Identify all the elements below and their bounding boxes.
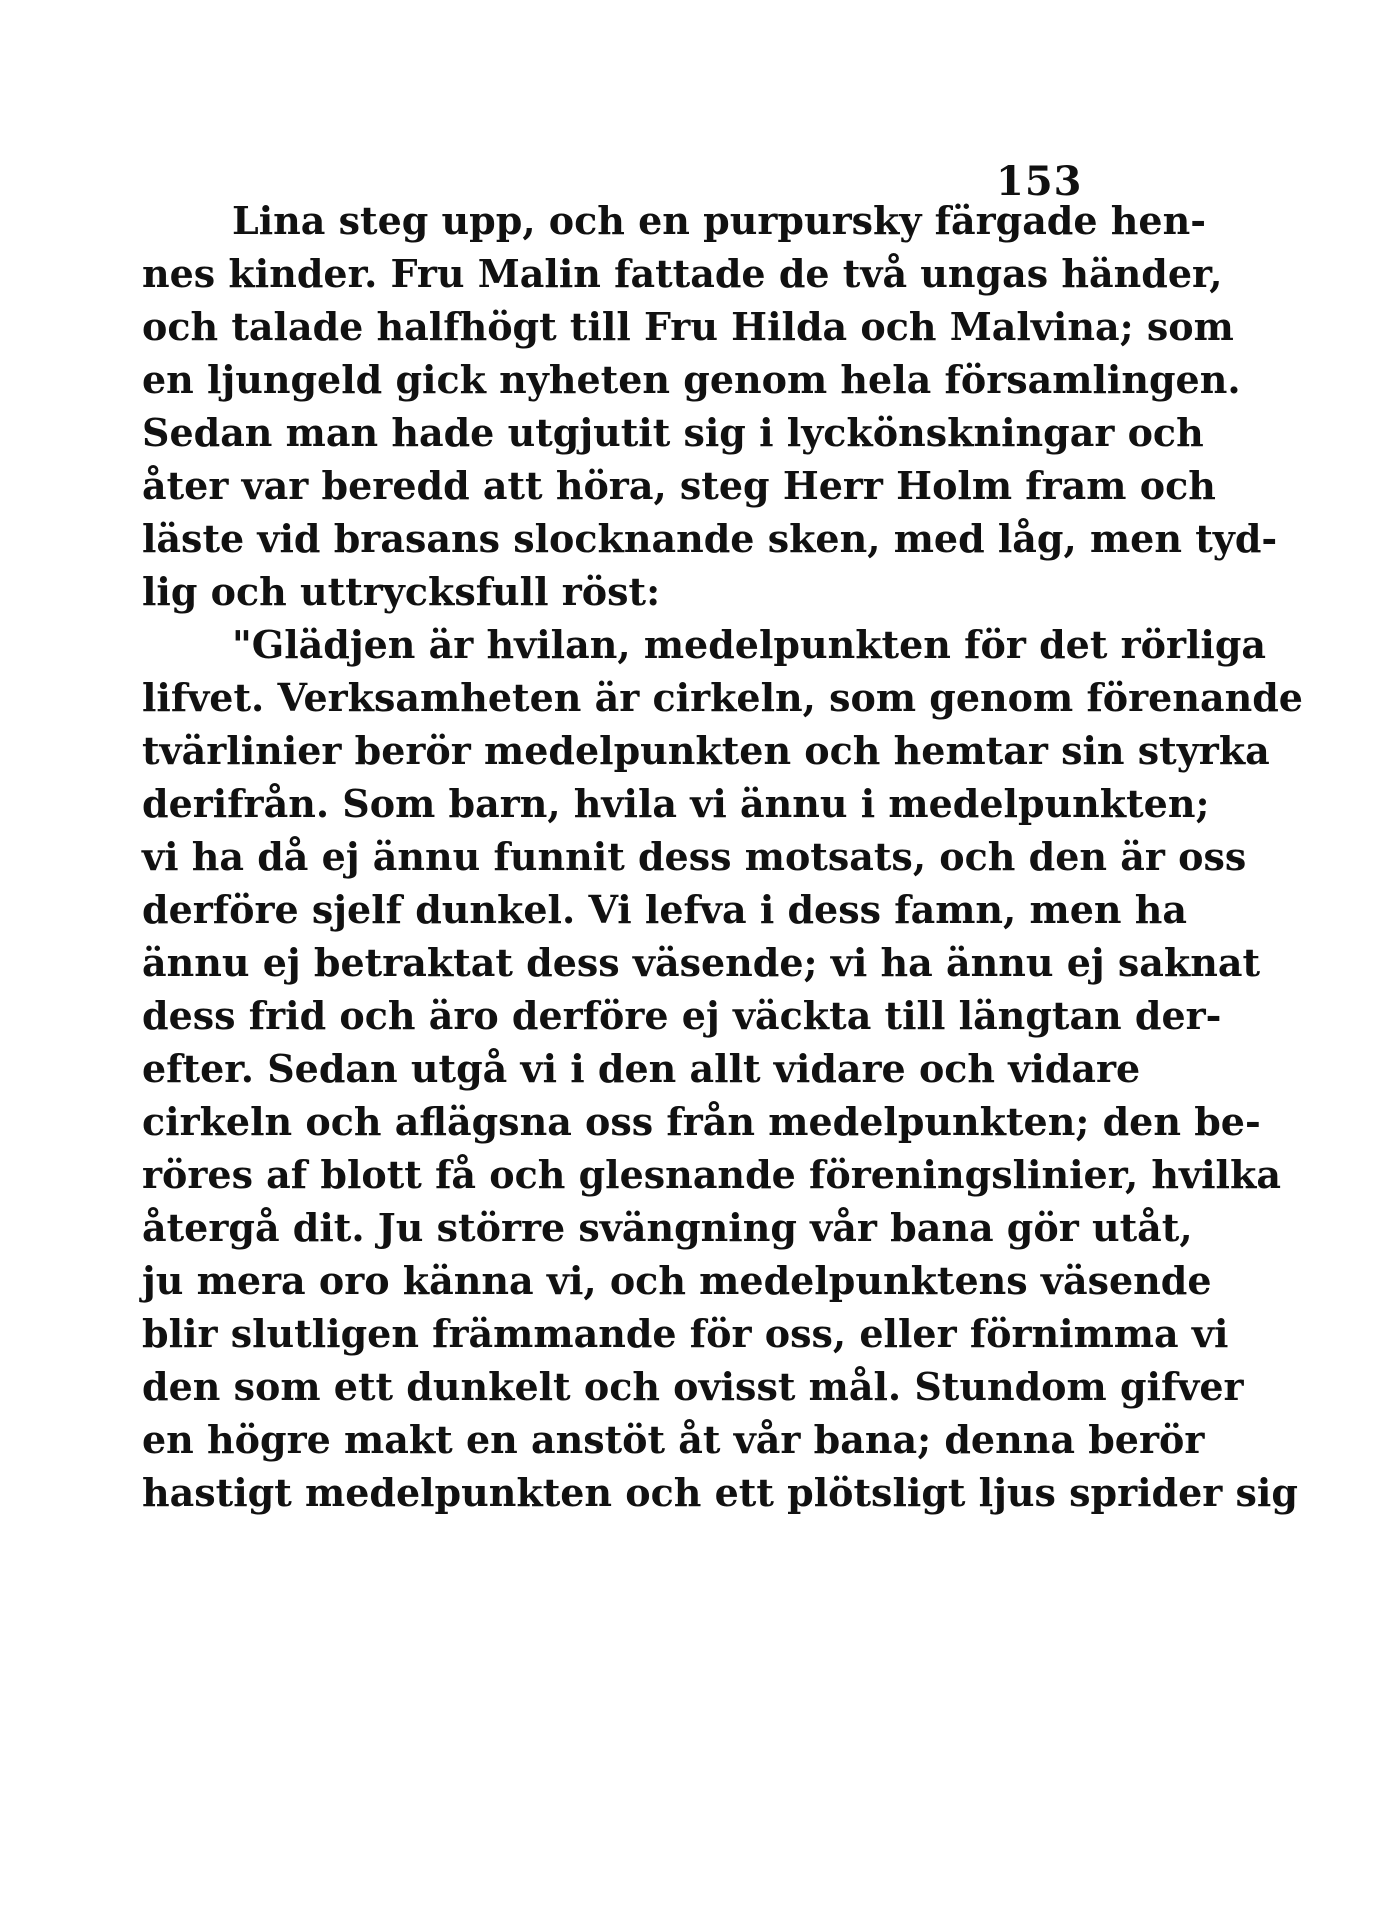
text-line: derifrån. Som barn, hvila vi ännu i medelpunkten; [142, 781, 1210, 826]
text-line: åter var beredd att höra, steg Herr Holm fram och [142, 463, 1216, 508]
text-line: vi ha då ej ännu funnit dess motsats, och den är oss [142, 834, 1247, 879]
text-line: Sedan man hade utgjutit sig i lyckönskningar och [142, 410, 1204, 455]
text-line: nes kinder. Fru Malin fattade de två ungas händer, [142, 251, 1223, 296]
page-number: 153 [996, 158, 1083, 205]
text-line: och talade halfhögt till Fru Hilda och Malvina; som [142, 304, 1234, 349]
text-line: "Glädjen är hvilan, medelpunkten för det rörliga [232, 622, 1267, 667]
text-line: ännu ej betraktat dess väsende; vi ha ännu ej saknat [142, 940, 1261, 985]
text-line: en ljungeld gick nyheten genom hela församlingen. [142, 357, 1241, 402]
text-line: lig och uttrycksfull röst: [142, 569, 661, 614]
text-line: ju mera oro känna vi, och medelpunktens väsende [142, 1258, 1212, 1303]
text-line: blir slutligen främmande för oss, eller förnimma vi [142, 1311, 1229, 1356]
text-line: derföre sjelf dunkel. Vi lefva i dess famn, men ha [142, 887, 1187, 932]
text-line: lifvet. Verksamheten är cirkeln, som genom förenande [142, 675, 1303, 720]
text-line: tvärlinier berör medelpunkten och hemtar sin styrka [142, 728, 1270, 773]
text-line: röres af blott få och glesnande föreningslinier, hvilka [142, 1152, 1281, 1197]
text-line: en högre makt en anstöt åt vår bana; denna berör [142, 1417, 1205, 1462]
text-line: läste vid brasans slocknande sken, med låg, men tyd- [142, 516, 1278, 561]
text-line: den som ett dunkelt och ovisst mål. Stundom gifver [142, 1364, 1244, 1409]
text-line: Lina steg upp, och en purpursky färgade hen- [232, 198, 1206, 243]
text-line: cirkeln och aflägsna oss från medelpunkten; den be- [142, 1099, 1261, 1144]
text-line: efter. Sedan utgå vi i den allt vidare och vidare [142, 1046, 1141, 1091]
text-line: återgå dit. Ju större svängning vår bana gör utåt, [142, 1205, 1193, 1250]
text-line: dess frid och äro derföre ej väckta till längtan der- [142, 993, 1222, 1038]
text-line: hastigt medelpunkten och ett plötsligt ljus sprider sig [142, 1470, 1298, 1515]
